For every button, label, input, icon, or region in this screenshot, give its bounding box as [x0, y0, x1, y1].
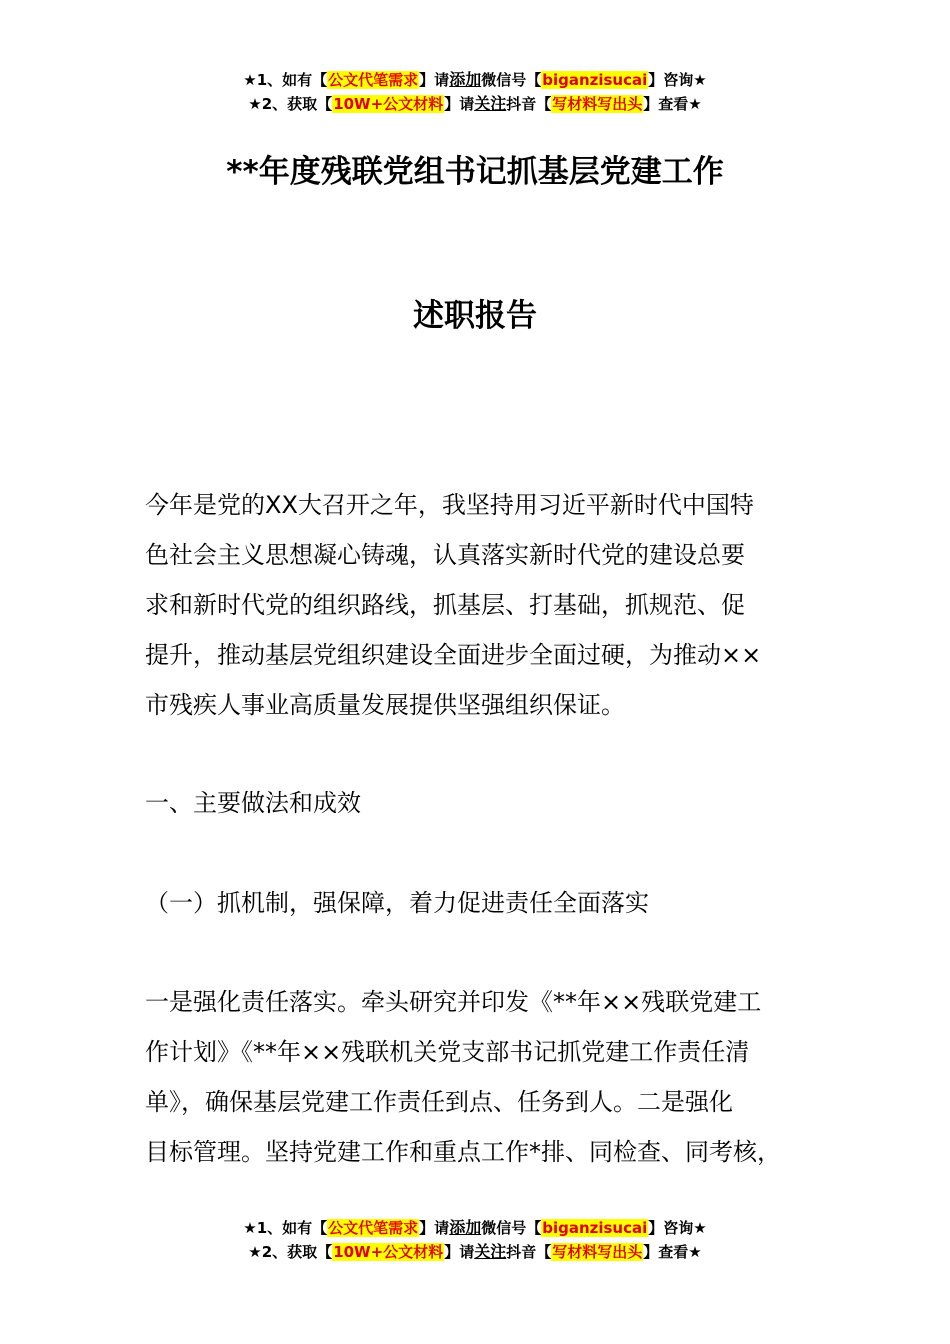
promo-highlight: 写材料写出头	[552, 95, 643, 113]
promo-text: ★2、获取【	[248, 1243, 333, 1261]
promo-text: ★1、如有【	[243, 1219, 328, 1237]
promo-text: 微信号【	[481, 1219, 542, 1237]
promo-underline: 添加	[449, 1218, 482, 1237]
promo-text: 】咨询★	[648, 1219, 707, 1237]
promo-text: ★1、如有【	[243, 71, 328, 89]
promo-text: ★2、获取【	[248, 95, 333, 113]
text-line: 市残疾人事业高质量发展提供坚强组织保证。	[145, 691, 625, 719]
text-line: 求和新时代党的组织路线，抓基层、打基础，抓规范、促	[145, 591, 745, 619]
promo-text: 抖音【	[506, 1243, 552, 1261]
promo-highlight: biganzisucai	[542, 1219, 648, 1237]
promo-underline: 添加	[449, 70, 482, 89]
section-heading: 一、主要做法和成效	[145, 789, 361, 817]
promo-text: 微信号【	[481, 71, 542, 89]
text-line: 色社会主义思想凝心铸魂，认真落实新时代党的建设总要	[145, 541, 745, 569]
promo-underline: 关注	[474, 94, 507, 113]
promo-text: 抖音【	[506, 95, 552, 113]
promo-highlight: 公文代笔需求	[328, 1219, 419, 1237]
intro-paragraph	[145, 480, 825, 730]
promo-underline: 关注	[474, 1242, 507, 1261]
promo-highlight: 公文代笔需求	[328, 71, 419, 89]
text-line: 目标管理。坚持党建工作和重点工作*排、同检查、同考核，	[145, 1138, 781, 1166]
promo-text: 】查看★	[643, 95, 702, 113]
text-line: 提升，推动基层党组织建设全面进步全面过硬，为推动××	[145, 641, 762, 669]
body-paragraph	[145, 977, 825, 1177]
promo-highlight: 10W+公文材料	[333, 1243, 444, 1261]
promo-text: 】查看★	[643, 1243, 702, 1261]
promo-text: 】请	[444, 95, 475, 113]
promo-highlight: 10W+公文材料	[333, 95, 444, 113]
text-line: 作计划》《**年××残联机关党支部书记抓党建工作责任清	[145, 1038, 750, 1066]
promo-text: 】请	[444, 1243, 475, 1261]
promo-line-1	[0, 1216, 950, 1240]
promo-text: 】请	[419, 71, 450, 89]
document-title: **年度残联党组书记抓基层党建工作	[226, 154, 724, 190]
promo-line-2	[0, 1240, 950, 1264]
subsection-heading: （一）抓机制，强保障，着力促进责任全面落实	[145, 889, 649, 917]
promo-text: 】请	[419, 1219, 450, 1237]
promo-text: 】咨询★	[648, 71, 707, 89]
promo-banner-top	[0, 68, 950, 116]
promo-line-1	[0, 68, 950, 92]
document-subtitle: 述职报告	[413, 298, 537, 334]
promo-banner-bottom	[0, 1216, 950, 1264]
promo-highlight: biganzisucai	[542, 71, 648, 89]
text-line: 今年是党的XX大召开之年，我坚持用习近平新时代中国特	[145, 491, 754, 519]
promo-line-2	[0, 92, 950, 116]
text-line: 一是强化责任落实。牵头研究并印发《**年××残联党建工	[145, 988, 762, 1016]
promo-highlight: 写材料写出头	[552, 1243, 643, 1261]
text-line: 单》，确保基层党建工作责任到点、任务到人。二是强化	[145, 1088, 733, 1116]
